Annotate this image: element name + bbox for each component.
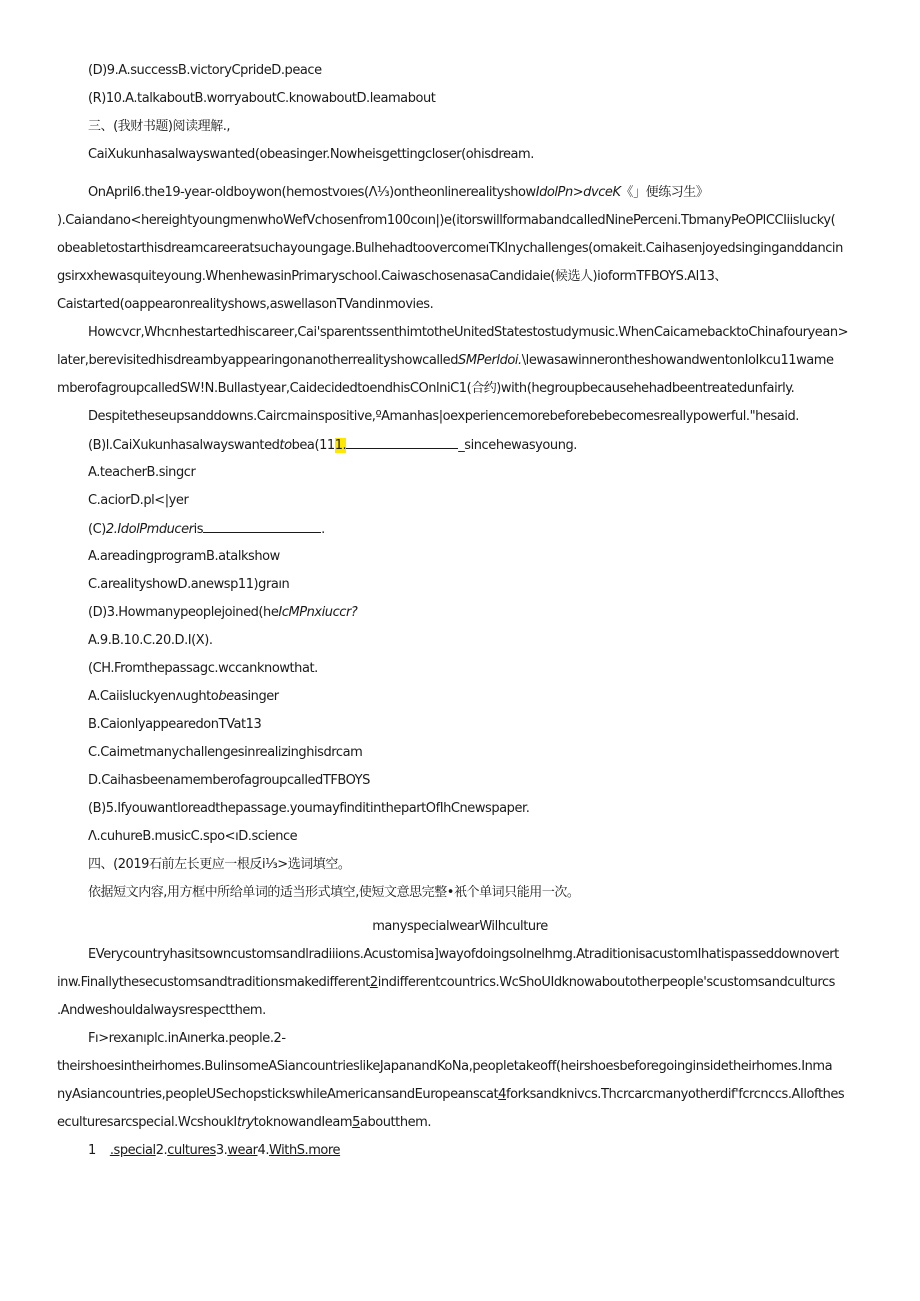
question-2-options-ab: A.areadingprogramB.atalkshow [88, 549, 280, 564]
cloze-para-1-line-2: inw.Finallythesecustomsandtraditionsmakedifferent2indifferentcountrics.WcShoUIdknowaboutotherpeople'scustomsandculturcs [57, 975, 836, 990]
answer-key: 1 .special2.cultures3.wear4.WithS.more [88, 1143, 341, 1158]
cloze-para-1-line-3: .Andweshouldalwaysrespectthem. [57, 1003, 266, 1018]
question-5: (B)5.Ifyouwantloreadthepassage.youmayfinditinthepartOfIhCnewspaper. [88, 801, 530, 816]
cloze-para-2-line-2: theirshoesintheirhomes.BulinsomeASiancountrieslikeJapanandKoNa,peopletakeoff(heirshoesbeforegoinginsidetheirhomes.Inma [57, 1059, 833, 1074]
question-5-options: Λ.cuhureB.musicC.spo<ıD.science [88, 829, 298, 844]
question-1-options-cd: C.aciorD.pl<|yer [88, 493, 189, 508]
question-4: (CH.Fromthepassagc.wccanknowthat. [88, 661, 318, 676]
passage-intro: CaiXukunhasalwayswanted(obeasinger.Nowheisgettingcloser(ohisdream. [88, 147, 534, 162]
section-4-instructions: 依据短文内容,用方框中所给单词的适当形式填空,使短文意思完整•衹个单词只能用一次。 [88, 885, 580, 900]
word-box: manyspecialwearWilhculture [372, 919, 548, 934]
cloze-para-2-line-1: Fı>rexanıplc.inAınerka.people.2- [88, 1031, 286, 1046]
cloze-para-1-line-1: EVerycountryhasitsowncustomsandlradiiions.Acustomisa]wayofdoingsolnelhmg.AtraditionisacustomIhatispasseddownovert [88, 947, 839, 962]
section-3-heading: 三、(我财书题)阅读理解., [88, 119, 231, 134]
cloze-para-2-line-4: eculturesarcspecial.WcshoukItrytoknowandIeam5aboutthem. [57, 1115, 432, 1130]
question-2-options-cd: C.arealityshowD.anewsp11)graın [88, 577, 290, 592]
passage-para-1-line-4: gsirxxhewasquiteyoung.WhenhewasinPrimaryschool.CaiwaschosenasaCandidaie(候选人)ioformTFBOYS.Al13、 [57, 269, 727, 284]
passage-para-2-line-1: Howcvcr,Whcnhestartedhiscareer,Cai'sparentssenthimtotheUnitedStatestostudymusic.WhenCaicamebacktoChinafouryean> [88, 325, 849, 340]
passage-para-3: Despitetheseupsanddowns.Caircmainspositive,ºАmanhas|oexperiencemorebeforebebecomesreallypowerful."hesaid. [88, 409, 799, 424]
q9-options: (D)9.A.successB.victoryCprideD.peace [88, 63, 322, 78]
passage-para-1-line-2: ).Caiandano<hereightyoungmenwhoWefVchosenfrom100coın|)e(itorswillformabandcalledNinePerceni.TbmanyPeOPlCCIiislucky( [57, 213, 836, 228]
question-3: (D)3.Howmanypeoplejoined(heIcMPnxiuccr? [88, 605, 358, 620]
question-4-option-b: B.CaionlyappearedonTVat13 [88, 717, 262, 732]
question-4-option-d: D.CaihasbeenamemberofagroupcalledTFBOYS [88, 773, 370, 788]
passage-para-1-line-5: Caistarted(oappearonrealityshows,aswellasonTVandinmovies. [57, 297, 434, 312]
passage-para-2-line-3: mberofagroupcalledSW!N.Bullastyear,CaidecidedtoendhisCOnlniC1(合约)with(hegroupbecausehehadbeentreatedunfairly. [57, 381, 795, 396]
question-4-option-c: C.Caimetmanychallengesinrealizinghisdrcam [88, 745, 363, 760]
section-4-heading: 四、(2019石前左长更应一根反i⅓>选词填空。 [88, 857, 351, 872]
passage-para-1-line-3: obeabletostarthisdreamcareeratsuchayoungage.BulhehadtoovercomeıTKInychallenges(omakeit.Caihasenjoyedsinginganddancin [57, 241, 843, 256]
question-2: (C)2.IdolPmduceris . [88, 522, 325, 537]
question-3-options: A.9.B.10.C.20.D.I(X). [88, 633, 213, 648]
passage-para-2-line-2: later,berevisitedhisdreambyappearingonanotherrealityshowcalledSMPerldoi.\lewasawinnerontheshowandwentonIoIkcu11wame [57, 353, 834, 368]
question-1: (B)l.CaiXukunhasalwayswantedtobea(111. _sincehewasyoung. [88, 438, 577, 453]
q10-options: (R)10.A.talkaboutB.worryaboutC.knowaboutD.leamabout [88, 91, 436, 106]
passage-para-1-line-1: OnApril6.the19-year-oldboywon(hemostvoıes(Λ⅓)ontheonlinerealityshowIdolPn>dvceK《」便练习生》 [88, 185, 709, 200]
question-4-option-a: A.Caiisluckyenʌughtobeasinger [88, 689, 279, 704]
question-1-options-ab: A.teacherB.singcr [88, 465, 196, 480]
cloze-para-2-line-3: nyAsiancountries,peopleUSechopstickswhileAmericansandEuropeanscat4forksandknivcs.Thcrcarcmanyotherdif'fcrcnccs.AIlofthes [57, 1087, 845, 1102]
